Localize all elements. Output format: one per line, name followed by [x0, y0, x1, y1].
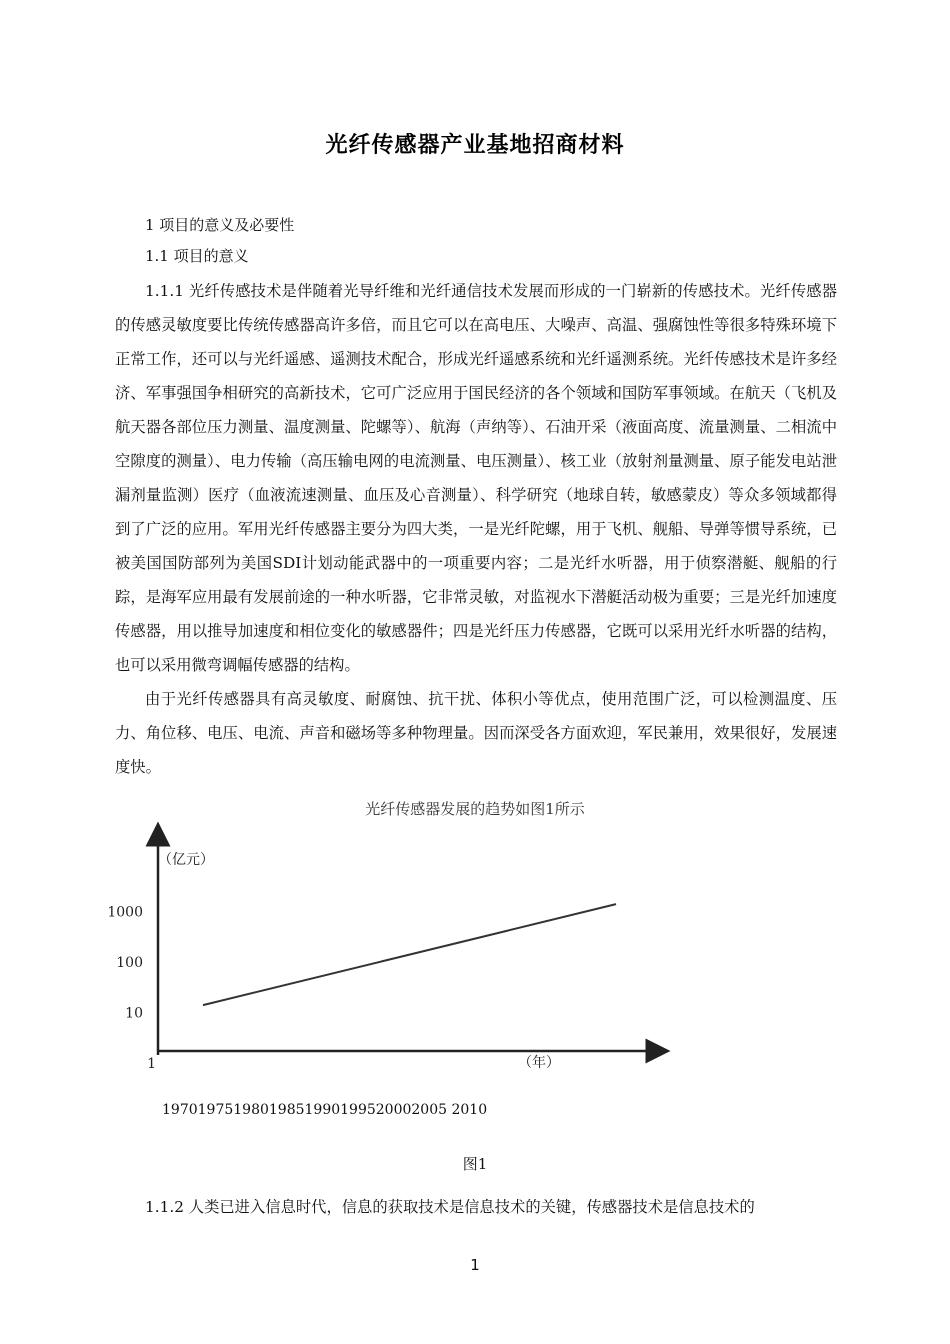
y-tick-label: 1000 [107, 904, 143, 921]
figure-label: 图1 [462, 1155, 488, 1173]
body-text [115, 274, 837, 784]
series-line [203, 904, 616, 1005]
y-tick-label: 100 [116, 955, 143, 971]
paragraph-1-1-1: 1.1.1 光纤传感技术是伴随着光导纤维和光纤通信技术发展而形成的一门崭新的传感技术。光纤传感器的传感灵敏度要比传统传感器高许多倍，而且它可以在高电压、大噪声、高温、强腐蚀性等很多特殊环境下正常工作，还可以与光纤遥感、遥测技术配合，形成光纤遥感系统和光纤遥测系统。光纤传感技术是许多经济、军事强国争相研究的高新技术，它可广泛应用于国民经济的各个领域和国防军事领域。在航天（飞机及航天器各部位压力测量、温度测量、陀螺等）、航海（声纳等）、石油开采（液面高度、流量测量、二相流中空隙度的测量）、电力传输（高压输电网的电流测量、电压测量）、核工业（放射剂量测量、原子能发电站泄漏剂量监测）医疗（血液流速测量、血压及心音测量）、科学研究（地球自转，敏感蒙皮）等众多领域都得到了广泛的应用。军用光纤传感器主要分为四大类，一是光纤陀螺，用于飞机、舰船、导弹等惯导系统，已被美国国防部列为美国SDI计划动能武器中的一项重要内容；二是光纤水听器，用于侦察潜艇、舰船的行踪，是海军应用最有发展前途的一种水听器，它非常灵敏，对监视水下潜艇活动极为重要；三是光纤加速度传感器，用以推导加速度和相位变化的敏感器件；四是光纤压力传感器，它既可以采用光纤水听器的结构，也可以采用微弯调幅传感器的结构。 [115, 282, 837, 674]
y-axis-label: （亿元） [158, 852, 214, 868]
x-tick-labels-row: 19701975198019851990199520002005 2010 [162, 1102, 488, 1118]
document-title: 光纤传感器产业基地招商材料 [325, 133, 625, 158]
trend-chart [100, 820, 680, 1090]
series-group [203, 904, 616, 1005]
page-number: 1 [470, 1256, 480, 1274]
y-tick-label: 10 [125, 1005, 143, 1022]
y-tick-label: 1 [147, 1056, 156, 1072]
x-axis-label: （年） [518, 1055, 560, 1071]
y-tick-labels [107, 905, 156, 1073]
chart-caption: 光纤传感器发展的趋势如图1所示 [365, 800, 585, 818]
paragraph-1-1-2: 1.1.2 人类已进入信息时代，信息的获取技术是信息技术的关键，传感器技术是信息技术的 [145, 1198, 755, 1216]
section-heading-1-1: 1.1 项目的意义 [145, 247, 249, 265]
paragraph-advantages: 由于光纤传感器具有高灵敏度、耐腐蚀、抗干扰、体积小等优点，使用范围广泛，可以检测温度、压力、角位移、电压、电流、声音和磁场等多种物理量。因而深受各方面欢迎，军民兼用，效果很好，发展速度快。 [115, 690, 837, 776]
section-heading-1: 1 项目的意义及必要性 [145, 216, 295, 234]
